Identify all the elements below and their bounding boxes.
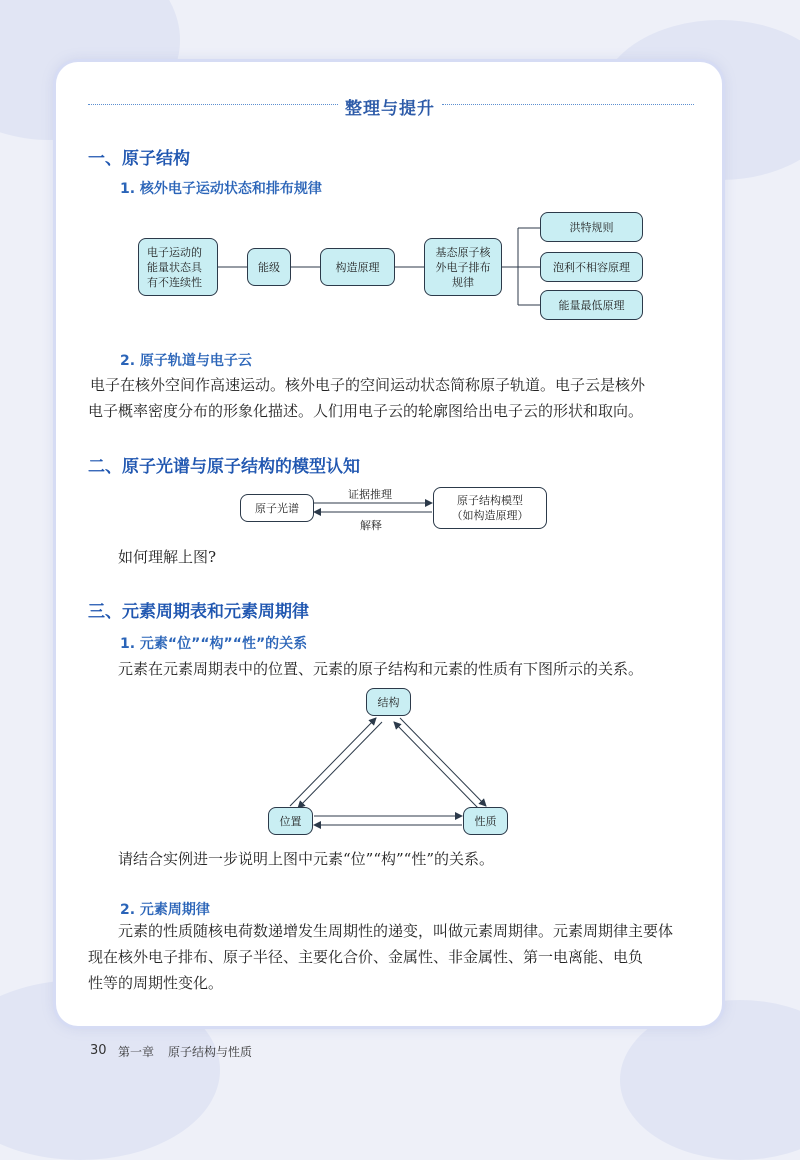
section2-heading: 二、原子光谱与原子结构的模型认知 bbox=[88, 457, 360, 477]
box-ground-state-rules: 基态原子核 外电子排布 规律 bbox=[424, 238, 502, 296]
banner-title: 整理与提升 bbox=[345, 99, 435, 119]
box-atomic-spectrum: 原子光谱 bbox=[240, 494, 314, 522]
section1-paragraph-line-1: 电子在核外空间作高速运动。核外电子的空间运动状态简称原子轨道。电子云是核外 bbox=[90, 376, 646, 394]
section3-heading: 三、元素周期表和元素周期律 bbox=[88, 602, 309, 622]
arrow-label-evidence: 证据推理 bbox=[348, 488, 392, 501]
footer-chapter: 第一章 bbox=[118, 1045, 155, 1059]
page-number: 30 bbox=[90, 1043, 107, 1058]
section3-paragraph-1: 元素在元素周期表中的位置、元素的原子结构和元素的性质有下图所示的关系。 bbox=[118, 660, 644, 678]
section3-paragraph-3-line-2: 现在核外电子排布、原子半径、主要化合价、金属性、非金属性、第一电离能、电负 bbox=[88, 948, 644, 966]
box-hund-rule: 洪特规则 bbox=[540, 212, 643, 242]
section3-paragraph-3-line-1: 元素的性质随核电荷数递增发生周期性的递变，叫做元素周期律。元素周期律主要体 bbox=[118, 922, 674, 940]
node-property: 性质 bbox=[463, 807, 508, 835]
node-structure: 结构 bbox=[366, 688, 411, 716]
section1-heading: 一、原子结构 bbox=[88, 149, 190, 169]
box-lowest-energy-principle: 能量最低原理 bbox=[540, 290, 643, 320]
box-energy-level: 能级 bbox=[247, 248, 291, 286]
node-position: 位置 bbox=[268, 807, 313, 835]
section1-subheading-1: 1. 核外电子运动状态和排布规律 bbox=[120, 181, 322, 197]
section1-subheading-2: 2. 原子轨道与电子云 bbox=[120, 353, 252, 369]
section3-subheading-1: 1. 元素“位”“构”“性”的关系 bbox=[120, 636, 308, 652]
arrow-label-explain: 解释 bbox=[360, 519, 382, 532]
section2-question: 如何理解上图? bbox=[118, 548, 217, 566]
section3-subheading-2: 2. 元素周期律 bbox=[120, 902, 210, 918]
box-pauli-principle: 泡利不相容原理 bbox=[540, 252, 643, 282]
section1-paragraph-line-2: 电子概率密度分布的形象化描述。人们用电子云的轮廓图给出电子云的形状和取向。 bbox=[88, 402, 644, 420]
section3-paragraph-3-line-3: 性等的周期性变化。 bbox=[88, 974, 224, 992]
box-aufbau-principle: 构造原理 bbox=[320, 248, 395, 286]
section3-paragraph-2: 请结合实例进一步说明上图中元素“位”“构”“性”的关系。 bbox=[118, 850, 495, 868]
footer-chapter-title: 原子结构与性质 bbox=[168, 1045, 253, 1059]
box-energy-state: 电子运动的 能量状态具 有不连续性 bbox=[138, 238, 218, 296]
box-atomic-model: 原子结构模型 （如构造原理） bbox=[433, 487, 547, 529]
